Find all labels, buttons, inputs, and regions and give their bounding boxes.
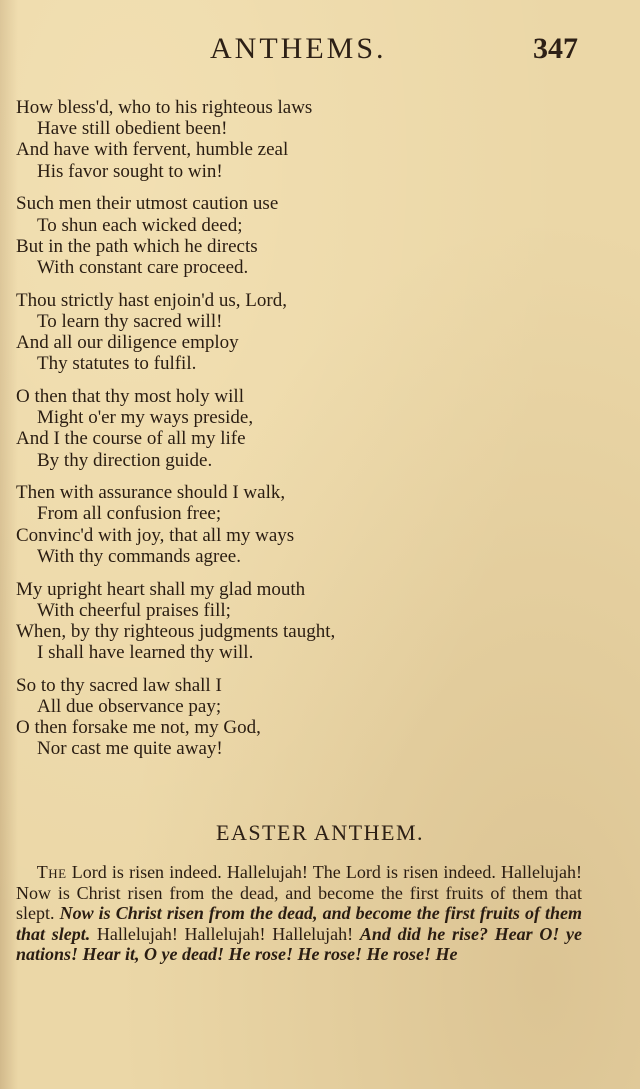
verse-line: So to thy sacred law shall I [16, 674, 222, 696]
stanza-7 [16, 675, 616, 760]
verse-line: With cheerful praises fill; [37, 599, 231, 621]
verse-line: O then that thy most holy will [16, 385, 244, 407]
stanza-2 [16, 193, 616, 278]
page-header [0, 32, 640, 72]
verse-line: Then with assurance should I walk, [16, 482, 286, 504]
verse-line: Convinc'd with joy, that all my ways [16, 524, 295, 546]
stanza-3 [16, 290, 616, 375]
verse-line: When, by thy righteous judgments taught, [16, 620, 336, 642]
verse-line: I shall have learned thy will. [37, 642, 254, 664]
stanza-1 [16, 97, 616, 182]
easter-anthem-text [16, 862, 582, 965]
verse-line: Thou strictly hast enjoin'd us, Lord, [16, 289, 287, 311]
stanza-4 [16, 386, 616, 471]
stanza-5 [16, 482, 616, 567]
verse-line: By thy direction guide. [37, 449, 213, 471]
verse-line: Such men their utmost caution use [16, 193, 279, 215]
verse-line: Thy statutes to fulfil. [37, 353, 197, 375]
lead-word: The [36, 862, 67, 882]
verse-line: With constant care proceed. [37, 256, 249, 278]
verse-line: My upright heart shall my glad mouth [16, 578, 306, 600]
verse-line: And have with fervent, humble zeal [16, 139, 289, 161]
prose-roman: Lord is risen indeed. Hallelujah! The Lord is risen indeed. Hallelujah! Now is Christ risen from the dead, and become the first fruits of them that slept. [16, 862, 582, 924]
verse-line: And all our diligence employ [16, 332, 239, 354]
verse-line: From all confusion free; [37, 503, 222, 525]
verse-line: O then forsake me not, my God, [16, 717, 261, 739]
prose-italic: Now is Christ risen from the dead, and become the first fruits of them that slept. [16, 903, 583, 944]
verse-line: With thy commands agree. [37, 545, 241, 567]
verse-line: And I the course of all my life [16, 428, 246, 450]
verse-line: But in the path which he directs [16, 235, 258, 257]
prose-italic: And did he rise? Hear O! ye nations! Hear it, O ye dead! He rose! He rose! He rose! He [16, 923, 582, 965]
hymn-text [16, 97, 616, 771]
section-title: EASTER ANTHEM. [216, 820, 424, 845]
verse-line: How bless'd, who to his righteous laws [16, 97, 313, 118]
verse-line: Nor cast me quite away! [37, 738, 223, 760]
verse-line: All due observance pay; [37, 696, 222, 718]
stanza-6 [16, 579, 616, 664]
verse-line: To learn thy sacred will! [37, 310, 223, 332]
verse-line: Have still obedient been! [37, 118, 228, 140]
verse-line: To shun each wicked deed; [37, 214, 243, 236]
page-number: 347 [533, 32, 578, 65]
prose-roman: Hallelujah! Hallelujah! Hallelujah! [90, 923, 360, 944]
running-head: ANTHEMS. [210, 32, 387, 65]
verse-line: His favor sought to win! [37, 160, 223, 182]
verse-line: Might o'er my ways preside, [37, 407, 254, 429]
